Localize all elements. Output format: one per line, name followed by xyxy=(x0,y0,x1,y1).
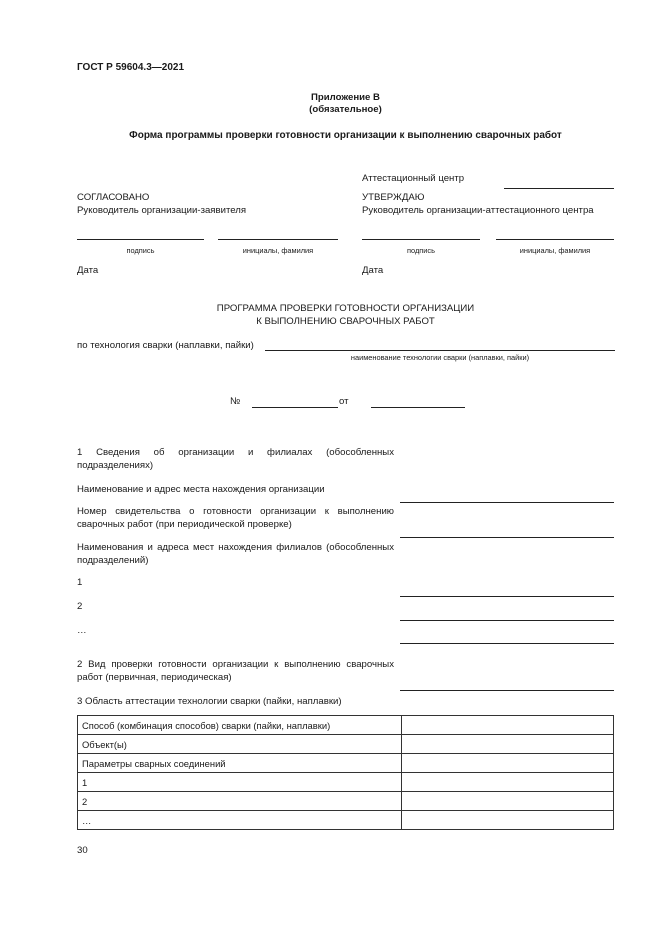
technology-label: по технология сварки (наплавки, пайки) xyxy=(77,340,254,351)
program-number-line[interactable] xyxy=(252,407,338,408)
center-name-line[interactable] xyxy=(496,239,614,240)
appendix-note: (обязательное) xyxy=(309,104,382,115)
table-cell-value[interactable] xyxy=(402,773,614,792)
attestation-center-line[interactable] xyxy=(504,188,614,189)
table-cell-value[interactable] xyxy=(402,754,614,773)
table-row xyxy=(78,811,614,830)
applicant-signature-caption: подпись xyxy=(126,246,155,255)
table-cell-label: … xyxy=(78,811,402,830)
table-row xyxy=(78,773,614,792)
table-cell-value[interactable] xyxy=(402,792,614,811)
table-cell-label: 1 xyxy=(78,773,402,792)
certificate-number-label: Номер свидетельства о готовности организации к выполнению сварочных работ (при периодической проверке) xyxy=(77,506,394,530)
program-title-line1: ПРОГРАММА ПРОВЕРКИ ГОТОВНОСТИ ОРГАНИЗАЦИИ xyxy=(216,303,475,314)
table-cell-value[interactable] xyxy=(402,716,614,735)
certificate-number-line[interactable] xyxy=(400,537,614,538)
branch-item-1: 1 xyxy=(77,577,83,588)
table-cell-label: Способ (комбинация способов) сварки (пайки, наплавки) xyxy=(78,716,402,735)
org-address-label: Наименование и адрес места нахождения организации xyxy=(77,484,325,495)
branch-2-line[interactable] xyxy=(400,620,614,621)
page-number: 30 xyxy=(77,845,88,856)
table-row xyxy=(78,735,614,754)
technology-name-caption: наименование технологии сварки (наплавки, пайки) xyxy=(350,353,530,362)
table-row xyxy=(78,792,614,811)
from-label: от xyxy=(339,396,349,407)
section3-heading: 3 Область аттестации технологии сварки (пайки, наплавки) xyxy=(77,696,342,707)
attestation-area-table xyxy=(77,715,614,830)
form-title: Форма программы проверки готовности организации к выполнению сварочных работ xyxy=(129,130,562,141)
section1-heading: 1 Сведения об организации и филиалах (обособленных подразделениях) xyxy=(77,447,394,471)
standard-designation: ГОСТ Р 59604.3—2021 xyxy=(77,62,185,73)
number-sign: № xyxy=(230,396,241,407)
center-head-role: Руководитель организации-аттестационного центра xyxy=(362,205,594,216)
program-date-line[interactable] xyxy=(371,407,465,408)
center-signature-line[interactable] xyxy=(362,239,480,240)
center-date-label: Дата xyxy=(362,265,384,276)
branch-1-line[interactable] xyxy=(400,596,614,597)
inspection-type-line[interactable] xyxy=(400,690,614,691)
attestation-center-label: Аттестационный центр xyxy=(362,173,465,184)
applicant-name-line[interactable] xyxy=(218,239,338,240)
branch-item-more: … xyxy=(77,625,87,636)
center-signature-caption: подпись xyxy=(407,246,435,255)
table-cell-value[interactable] xyxy=(402,735,614,754)
table-cell-value[interactable] xyxy=(402,811,614,830)
applicant-name-caption: инициалы, фамилия xyxy=(242,246,314,255)
org-address-line[interactable] xyxy=(400,502,614,503)
table-row xyxy=(78,716,614,735)
appendix-title: Приложение В xyxy=(311,92,380,103)
table-cell-label: Объект(ы) xyxy=(78,735,402,754)
applicant-signature-line[interactable] xyxy=(77,239,204,240)
technology-name-line[interactable] xyxy=(265,350,615,351)
section2-heading: 2 Вид проверки готовности организации к выполнению сварочных работ (первичная, периодическая) xyxy=(77,659,394,683)
applicant-head-role: Руководитель организации-заявителя xyxy=(77,205,247,216)
agreed-heading: СОГЛАСОВАНО xyxy=(77,192,150,203)
program-title-line2: К ВЫПОЛНЕНИЮ СВАРОЧНЫХ РАБОТ xyxy=(256,316,435,327)
table-row xyxy=(78,754,614,773)
branch-more-line[interactable] xyxy=(400,643,614,644)
center-name-caption: инициалы, фамилия xyxy=(519,246,591,255)
applicant-date-label: Дата xyxy=(77,265,99,276)
branch-item-2: 2 xyxy=(77,601,83,612)
table-cell-label: Параметры сварных соединений xyxy=(78,754,402,773)
table-cell-label: 2 xyxy=(78,792,402,811)
branches-label: Наименования и адреса мест нахождения филиалов (обособленных подразделений) xyxy=(77,542,394,566)
approved-heading: УТВЕРЖДАЮ xyxy=(362,192,425,203)
